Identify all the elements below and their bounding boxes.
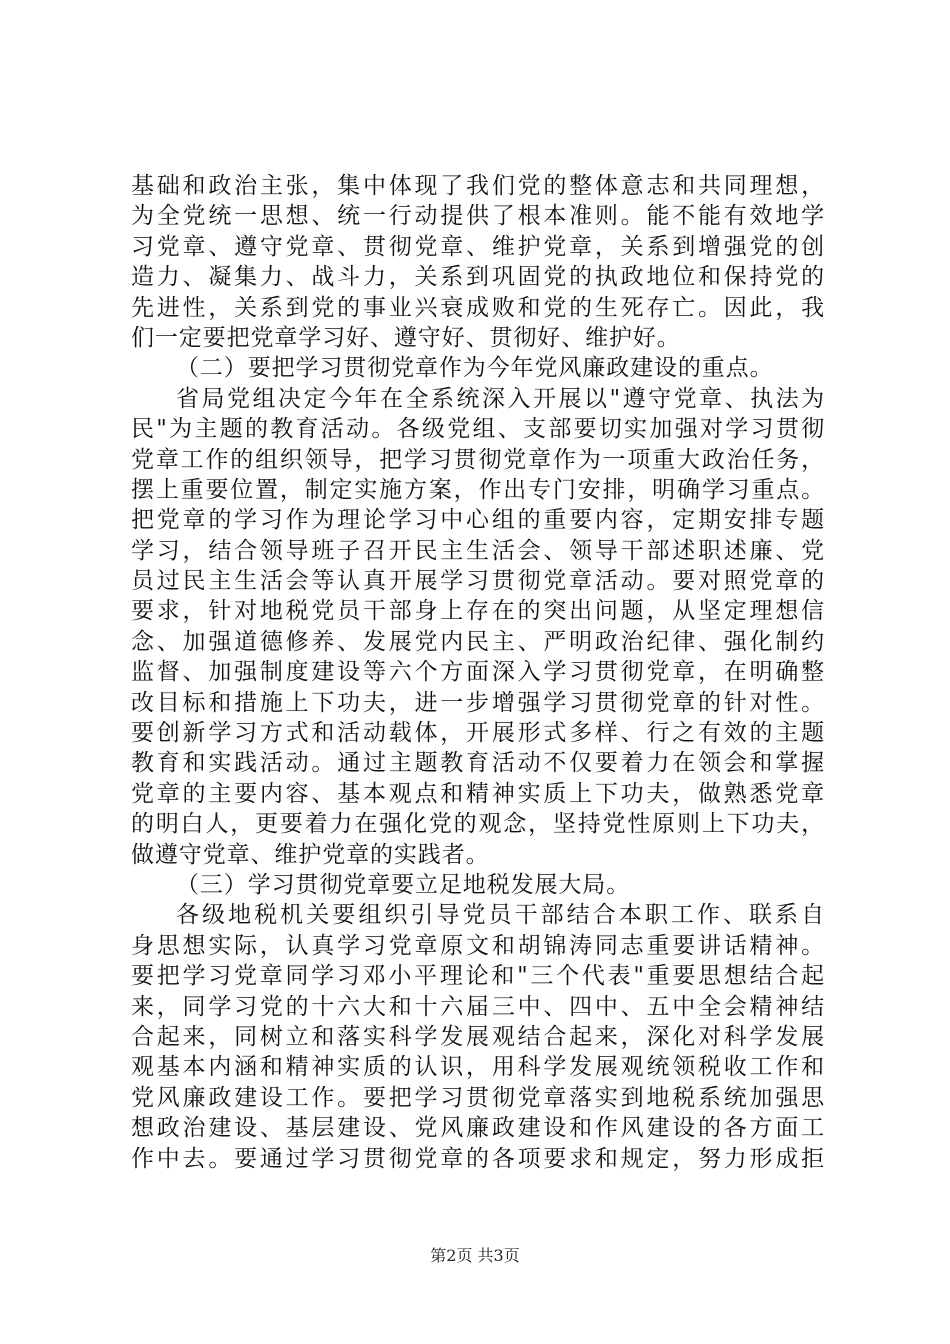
text-line: 要把学习党章同学习邓小平理论和"三个代表"重要思想结合起 xyxy=(131,963,825,990)
text-line: 的明白人，更要着力在强化党的观念，坚持党性原则上下功夫， xyxy=(131,811,825,838)
text-line: 员过民主生活会等认真开展学习贯彻党章活动。要对照党章的 xyxy=(131,568,825,595)
text-line: 把党章的学习作为理论学习中心组的重要内容，定期安排专题 xyxy=(131,507,825,534)
text-line: 各级地税机关要组织引导党员干部结合本职工作、联系自 xyxy=(176,902,825,929)
text-line: （二）要把学习贯彻党章作为今年党风廉政建设的重点。 xyxy=(176,355,774,382)
text-line: 做遵守党章、维护党章的实践者。 xyxy=(131,841,490,868)
text-line: 基础和政治主张，集中体现了我们党的整体意志和共同理想， xyxy=(131,173,825,199)
text-line: 来，同学习党的十六大和十六届三中、四中、五中全会精神结 xyxy=(131,993,825,1020)
text-line: 造力、凝集力、战斗力，关系到巩固党的执政地位和保持党的 xyxy=(131,264,825,291)
text-line: 党章工作的组织领导，把学习贯彻党章作为一项重大政治任务， xyxy=(131,446,825,473)
text-line: 学习，结合领导班子召开民主生活会、领导干部述职述廉、党 xyxy=(131,537,825,564)
text-line: 教育和实践活动。通过主题教育活动不仅要着力在领会和掌握 xyxy=(131,750,825,777)
text-line: 习党章、遵守党章、贯彻党章、维护党章，关系到增强党的创 xyxy=(131,233,825,260)
text-line: （三）学习贯彻党章要立足地税发展大局。 xyxy=(176,871,631,898)
text-line: 合起来，同树立和落实科学发展观结合起来，深化对科学发展 xyxy=(131,1023,825,1050)
text-line: 党风廉政建设工作。要把学习贯彻党章落实到地税系统加强思 xyxy=(131,1084,825,1111)
text-line: 先进性，关系到党的事业兴衰成败和党的生死存亡。因此，我 xyxy=(131,294,825,321)
text-line: 监督、加强制度建设等六个方面深入学习贯彻党章，在明确整 xyxy=(131,659,825,686)
text-line: 观基本内涵和精神实质的认识，用科学发展观统领税收工作和 xyxy=(131,1054,825,1081)
text-line: 念、加强道德修养、发展党内民主、严明政治纪律、强化制约 xyxy=(131,628,825,655)
text-line: 民"为主题的教育活动。各级党组、支部要切实加强对学习贯彻 xyxy=(131,416,825,443)
text-line: 党章的主要内容、基本观点和精神实质上下功夫，做熟悉党章 xyxy=(131,780,825,807)
text-line: 省局党组决定今年在全系统深入开展以"遵守党章、执法为 xyxy=(176,385,825,412)
text-line: 作中去。要通过学习贯彻党章的各项要求和规定，努力形成拒 xyxy=(131,1145,825,1172)
text-line: 改目标和措施上下功夫，进一步增强学习贯彻党章的针对性。 xyxy=(131,689,825,716)
text-line: 为全党统一思想、统一行动提供了根本准则。能不能有效地学 xyxy=(131,203,825,230)
document-body xyxy=(131,171,825,1174)
text-line: 要创新学习方式和活动载体，开展形式多样、行之有效的主题 xyxy=(131,720,825,747)
page-footer: 第2页 共3页 xyxy=(430,1246,520,1265)
text-line: 身思想实际，认真学习党章原文和胡锦涛同志重要讲话精神。 xyxy=(131,932,825,959)
text-line: 要求，针对地税党员干部身上存在的突出问题，从坚定理想信 xyxy=(131,598,825,625)
text-line: 们一定要把党章学习好、遵守好、贯彻好、维护好。 xyxy=(131,324,681,351)
text-line: 摆上重要位置，制定实施方案，作出专门安排，明确学习重点。 xyxy=(131,476,825,503)
text-line: 想政治建设、基层建设、党风廉政建设和作风建设的各方面工 xyxy=(131,1115,825,1142)
